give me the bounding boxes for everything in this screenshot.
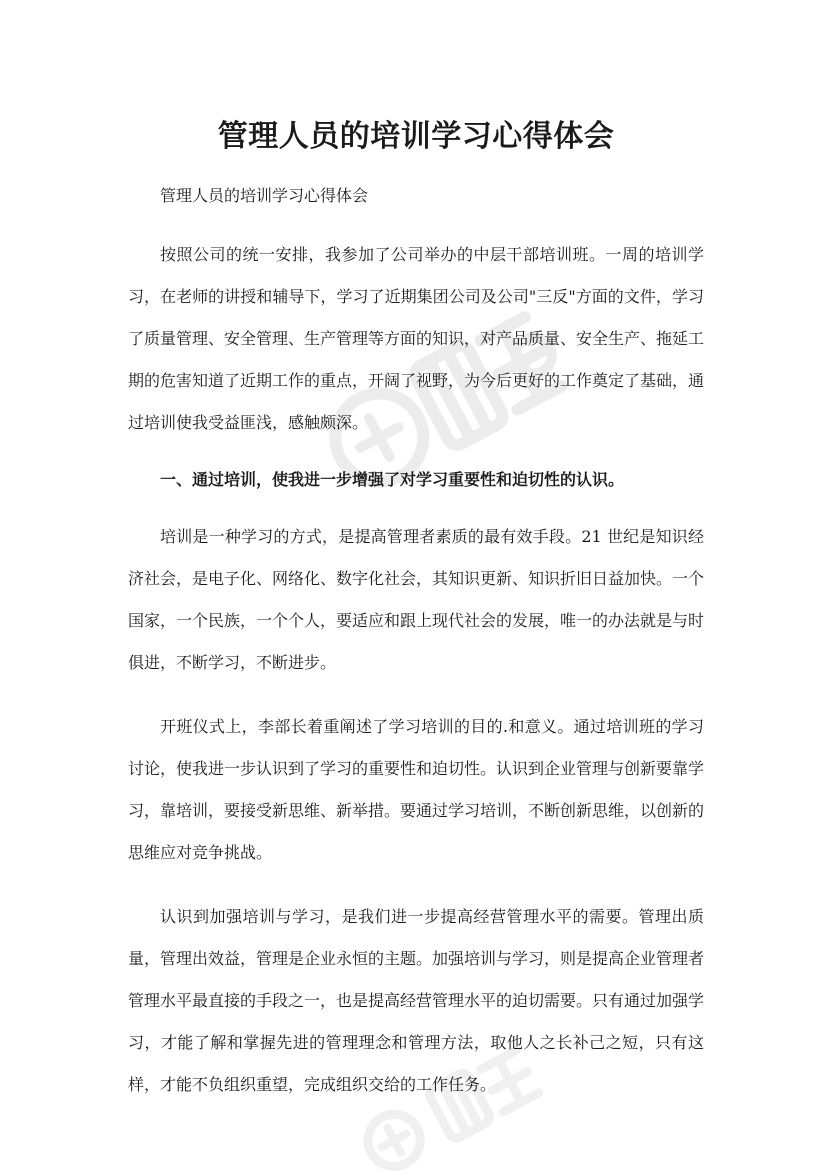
paragraph-opening: 开班仪式上，李部长着重阐述了学习培训的目的.和意义。通过培训班的学习讨论，使我进一步认识到了学习的重要性和迫切性。认识到企业管理与创新要靠学习，靠培训，要接受新思维、新举措。要通过学习培训，不断创新思维，以创新的思维应对竞争挑战。	[128, 717, 705, 862]
paragraph-training: 培训是一种学习的方式，是提高管理者素质的最有效手段。21 世纪是知识经济社会，是电子化、网络化、数字化社会，其知识更新、知识折旧日益加快。一个国家，一个民族，一个个人，要适应和跟上现代社会的发展，唯一的办法就是与时俱进，不断学习，不断进步。	[128, 527, 705, 672]
paragraph-intro: 按照公司的统一安排，我参加了公司举办的中层干部培训班。一周的培训学习，在老师的讲授和辅导下，学习了近期集团公司及公司"三反"方面的文件，学习了质量管理、安全管理、生产管理等方面的知识，对产品质量、安全生产、拖延工期的危害知道了近期工作的重点，开阔了视野，为今后更好的工作奠定了基础，通过培训使我受益匪浅，感触颇深。	[128, 245, 705, 432]
document-content	[128, 110, 704, 1128]
paragraph-management: 认识到加强培训与学习，是我们进一步提高经营管理水平的需要。管理出质量，管理出效益，管理是企业永恒的主题。加强培训与学习，则是提高企业管理者管理水平最直接的手段之一，也是提高经营管理水平的迫切需要。只有通过加强学习，才能了解和掌握先进的管理理念和管理方法，取他人之长补己之短，只有这样，才能不负组织重望，完成组织交给的工作任务。	[128, 907, 705, 1094]
section-heading: 一、通过培训，使我进一步增强了对学习重要性和迫切性的认识。	[160, 470, 625, 489]
document-title: 管理人员的培训学习心得体会	[217, 119, 615, 154]
document-subtitle: 管理人员的培训学习心得体会	[160, 186, 369, 205]
